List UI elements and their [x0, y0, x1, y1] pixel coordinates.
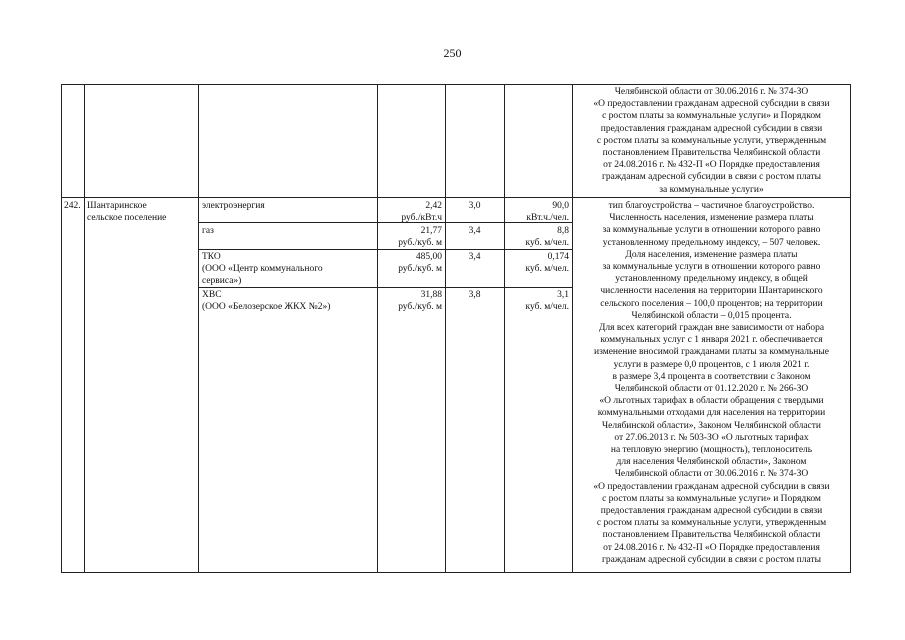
service-tariff: 21,77 руб./куб. м [398, 226, 442, 249]
table-border-left [61, 84, 62, 573]
settlement-name: Шантаринское сельское поселение [87, 201, 167, 224]
table-border-bottom [61, 572, 851, 573]
service-name: газ [202, 226, 214, 236]
service-tariff: 2,42 руб./кВт.ч [401, 201, 442, 224]
service-norm: 0,174 куб. м/чел. [525, 252, 569, 275]
service-norm: 8,8 куб. м/чел. [525, 226, 569, 249]
tariff-table [61, 84, 851, 573]
column-divider [84, 84, 85, 573]
service-name: ХВС (ООО «Белозерское ЖКХ №2») [202, 290, 331, 313]
column-divider [198, 84, 199, 573]
service-tariff: 485,00 руб./куб. м [398, 252, 442, 275]
service-index: 3,4 [468, 226, 481, 236]
table-border-top [61, 84, 851, 85]
page-number: 250 [443, 46, 462, 60]
service-norm: 3,1 куб. м/чел. [525, 290, 569, 313]
column-divider [445, 84, 446, 573]
row-number: 242. [64, 201, 81, 211]
prev-row-description: Челябинской области от 30.06.2016 г. № 374-ЗО «О предоставлении гражданам адресной субсидии в связи с ростом платы за коммунальные услуги» и Порядком предоставления гражданам адресной субсидии в связи с ростом платы за коммунальные услуги, утвержденным постановлением Правительства Челябинской области от 24.08.2016 г. № 432-П «О Порядке предоставления гражданам адресной субсидии в связи с ростом платы за коммунальные услуги» [593, 87, 830, 195]
column-divider [504, 84, 505, 573]
column-divider [377, 84, 378, 573]
service-name: ТКО (ООО «Центр коммунального сервиса») [202, 252, 323, 287]
row-divider [61, 197, 851, 198]
row-description: тип благоустройства – частичное благоустройство. Численность населения, изменение размера платы за коммунальные услуги в отношении которого равно установленному предельному индексу, – 507 человек. Доля населения, изменение размера платы за коммунальные услуги в отношении которого равно установленному предельному индексу, в общей численности населения на территории Шантаринского сельского поселения – 100,0 процентов; на территории Челябинской области – 0,015 процента. Для всех категорий граждан вне зависимости от набора коммунальных услуг с 1 января 2021 г. обеспечивается изменение вносимой гражданами платы за коммунальные услуги в размере 0,0 процентов, с 1 июля 2021 г. в размере 3,4 процента в соответствии с Законом Челябинской области от 01.12.2020 г. № 266-ЗО «О льготных тарифах в области обращения с твердыми коммунальными отходами для населения на территории Челябинской области», Законом Челябинской области от 27.06.2013 г. № 503-ЗО «О льготных тарифах на тепловую энергию (мощность), теплоноситель для населения Челябинской области», Законом Челябинской области от 30.06.2016 г. № 374-ЗО «О предоставлении гражданам адресной субсидии в связи с ростом платы за коммунальные услуги» и Порядком предоставления гражданам адресной субсидии в связи с ростом платы за коммунальные услуги, утвержденным постановлением Правительства Челябинской области от 24.08.2016 г. № 432-П «О Порядке предоставления гражданам адресной субсидии в связи с ростом платы [593, 201, 830, 565]
service-tariff: 31,88 руб./куб. м [398, 290, 442, 313]
service-index: 3,0 [468, 201, 481, 211]
service-norm: 90,0 кВт.ч./чел. [526, 201, 569, 224]
service-index: 3,4 [468, 252, 481, 262]
service-name: электроэнергия [202, 201, 265, 211]
service-index: 3,8 [468, 290, 481, 300]
